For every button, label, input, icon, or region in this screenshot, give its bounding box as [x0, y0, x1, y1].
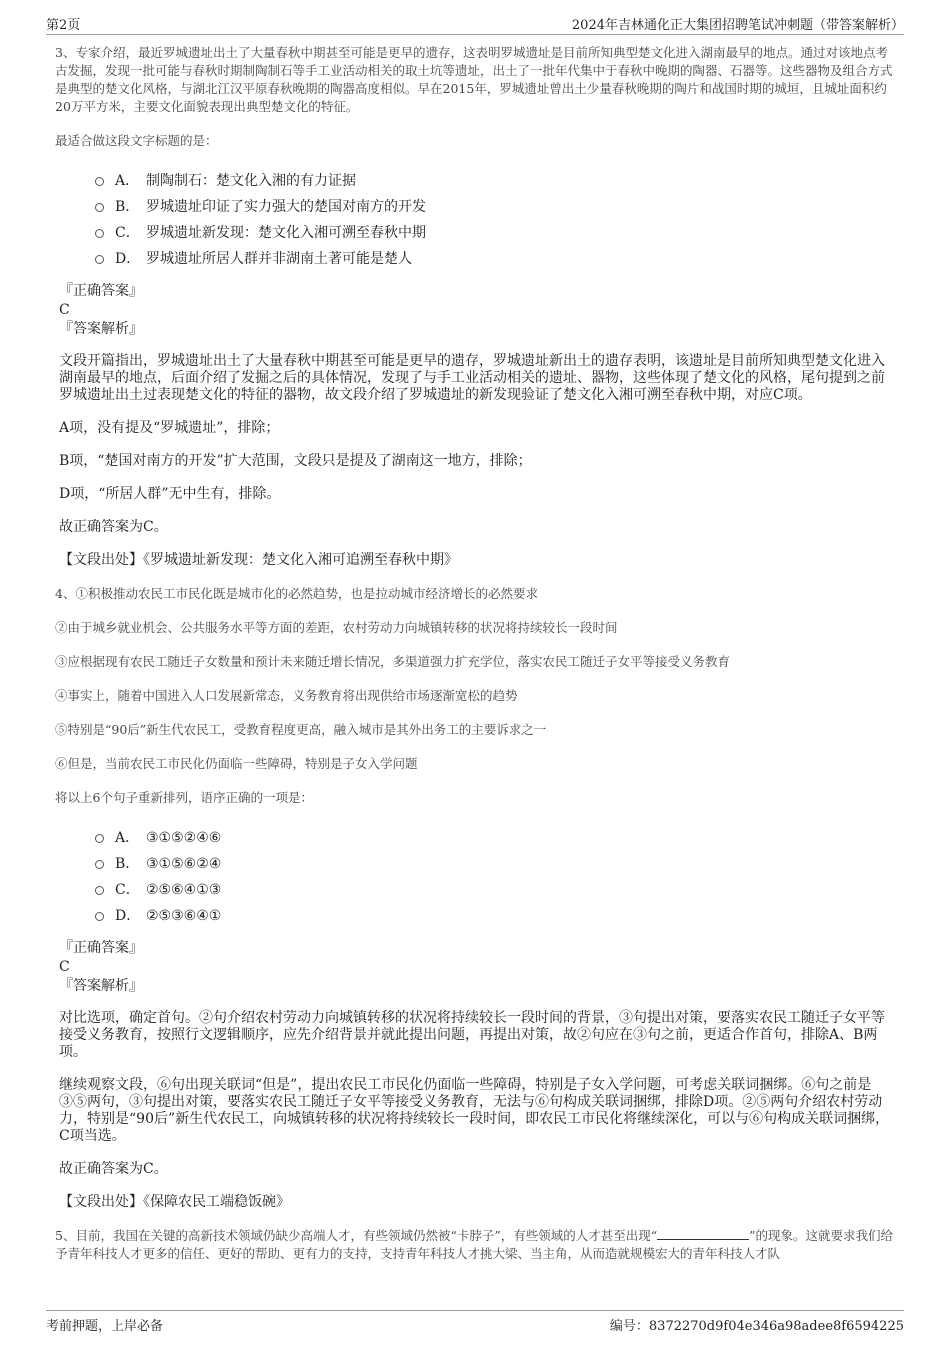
- answer-label: 『正确答案』: [59, 283, 143, 299]
- radio-icon[interactable]: [95, 860, 104, 869]
- document-id: 编号：8372270d9f04e346a98adee8f6594225: [609, 1319, 904, 1334]
- analysis-paragraph: A项，没有提及“罗城遗址”，排除；: [59, 420, 280, 436]
- question-4-options: [95, 825, 900, 929]
- question-4-sentence: ②由于城乡就业机会、公共服务水平等方面的差距，农村劳动力向城镇转移的状况将持续较长一段时间: [55, 620, 618, 635]
- option-c[interactable]: C． 罗城遗址新发现：楚文化入湘可溯至春秋中期: [95, 220, 900, 246]
- option-a[interactable]: A． 制陶制石：楚文化入湘的有力证据: [95, 168, 900, 194]
- analysis-paragraph: 对比选项，确定首句。②句介绍农村劳动力向城镇转移的状况将持续较长一段时间的背景，③句提出对策，要落实农民工随迁子女平等接受义务教育，按照行文逻辑顺序，应先介绍背景并就此提出问题，再提出对策，故②句应在③句之前，更适合作首句，排除A、B两项。: [59, 1010, 885, 1060]
- radio-icon[interactable]: [95, 886, 104, 895]
- source-citation: 【文段出处】《保障农民工端稳饭碗》: [59, 1194, 290, 1210]
- option-d[interactable]: D． ②⑤③⑥④①: [95, 903, 900, 929]
- question-3-options: [95, 168, 900, 272]
- question-5-text: 5、目前，我国在关键的高新技术领域仍缺少高端人才，有些领域仍然被“卡脖子”，有些领域的人才甚至出现“ ”的现象。这就要求我们给予青年科技人才更多的信任、更好的帮助、更有力的支持，支持青年科技人才挑大梁、当主角，从而造就规模宏大的青年科技人才队: [55, 1228, 894, 1261]
- option-c[interactable]: C． ②⑤⑥④①③: [95, 877, 900, 903]
- analysis-label: 『答案解析』: [59, 321, 143, 337]
- answer-label: 『正确答案』: [59, 940, 143, 956]
- question-3-prompt: 最适合做这段文字标题的是：: [55, 133, 218, 148]
- radio-icon[interactable]: [95, 177, 104, 186]
- source-citation: 【文段出处】《罗城遗址新发现：楚文化入湘可追溯至春秋中期》: [59, 552, 458, 568]
- fill-blank: [657, 1227, 749, 1240]
- answer-value: C: [59, 959, 70, 975]
- radio-icon[interactable]: [95, 203, 104, 212]
- analysis-paragraph: B项，“楚国对南方的开发”扩大范围，文段只是提及了湖南这一地方，排除；: [59, 453, 532, 469]
- radio-icon[interactable]: [95, 912, 104, 921]
- question-4-sentence: ③应根据现有农民工随迁子女数量和预计未来随迁增长情况，多渠道强力扩充学位，落实农民工随迁子女平等接受义务教育: [55, 654, 731, 669]
- option-d[interactable]: D． 罗城遗址所居人群并非湖南土著可能是楚人: [95, 246, 900, 272]
- question-3-text: 3、专家介绍，最近罗城遗址出土了大量春秋中期甚至可能是更早的遗存，这表明罗城遗址是目前所知典型楚文化进入湖南最早的地点。通过对该地点考古发掘，发现一批可能与春秋时期制陶制石等手工业活动相关的取土坑等遗址，出土了一批年代集中于春秋中晚期的陶器、石器等。这些器物及组合方式是典型的楚文化风格，与湖北江汉平原春秋晚期的陶器高度相似。早在2015年，罗城遗址曾出土少量春秋晚期的陶片和战国时期的城垣，且城址面积约20万平方米，主要文化面貌表现出典型楚文化的特征。: [55, 45, 893, 114]
- option-b[interactable]: B． ③①⑤⑥②④: [95, 851, 900, 877]
- analysis-conclusion: 故正确答案为C。: [59, 1161, 168, 1177]
- analysis-paragraph: 继续观察文段，⑥句出现关联词“但是”，提出农民工市民化仍面临一些障碍，特别是子女入学问题，可考虑关联词捆绑。⑥句之前是③⑤两句，③句提出对策，要落实农民工随迁子女平等接受义务教育，无法与⑥句构成关联词捆绑，排除D项。②⑤两句介绍农村劳动力，特别是“90后”新生代农民工，向城镇转移的状况将持续较长一段时间，即农民工市民化将继续深化，可以与⑥句构成关联词捆绑，C项当选。: [59, 1077, 890, 1144]
- question-4-prompt: 将以上6个句子重新排列，语序正确的一项是：: [55, 790, 313, 805]
- question-4-sentence: ⑤特别是“90后”新生代农民工，受教育程度更高，融入城市是其外出务工的主要诉求之一: [55, 722, 547, 737]
- answer-value: C: [59, 302, 70, 318]
- radio-icon[interactable]: [95, 255, 104, 264]
- analysis-paragraph: 文段开篇指出，罗城遗址出土了大量春秋中期甚至可能是更早的遗存，罗城遗址新出土的遗存表明，该遗址是目前所知典型楚文化进入湖南最早的地点，后面介绍了发掘之后的具体情况，发现了与手工业活动相关的遗址、器物，这些体现了楚文化的风格，尾句提到之前罗城遗址出土过表现楚文化的特征的器物，故文段介绍了罗城遗址的新发现验证了楚文化入湘可溯至春秋中期，对应C项。: [59, 353, 885, 403]
- document-title: 2024年吉林通化正大集团招聘笔试冲刺题（带答案解析）: [571, 18, 904, 33]
- page-footer: [46, 1310, 904, 1335]
- analysis-label: 『答案解析』: [59, 978, 143, 994]
- document-body: [55, 44, 900, 1263]
- question-4-sentence: 4、①积极推动农民工市民化既是城市化的必然趋势，也是拉动城市经济增长的必然要求: [55, 586, 538, 601]
- radio-icon[interactable]: [95, 834, 104, 843]
- analysis-paragraph: D项，“所居人群”无中生有，排除。: [59, 486, 281, 502]
- option-b[interactable]: B． 罗城遗址印证了实力强大的楚国对南方的开发: [95, 194, 900, 220]
- question-4-sentence: ⑥但是，当前农民工市民化仍面临一些障碍，特别是子女入学问题: [55, 756, 418, 771]
- question-4-sentence: ④事实上，随着中国进入人口发展新常态，义务教育将出现供给市场逐渐宽松的趋势: [55, 688, 518, 703]
- radio-icon[interactable]: [95, 229, 104, 238]
- page-header: [46, 14, 904, 35]
- analysis-conclusion: 故正确答案为C。: [59, 519, 168, 535]
- option-a[interactable]: A． ③①⑤②④⑥: [95, 825, 900, 851]
- footer-slogan: 考前押题，上岸必备: [46, 1319, 164, 1334]
- page-number: 第2页: [46, 18, 81, 33]
